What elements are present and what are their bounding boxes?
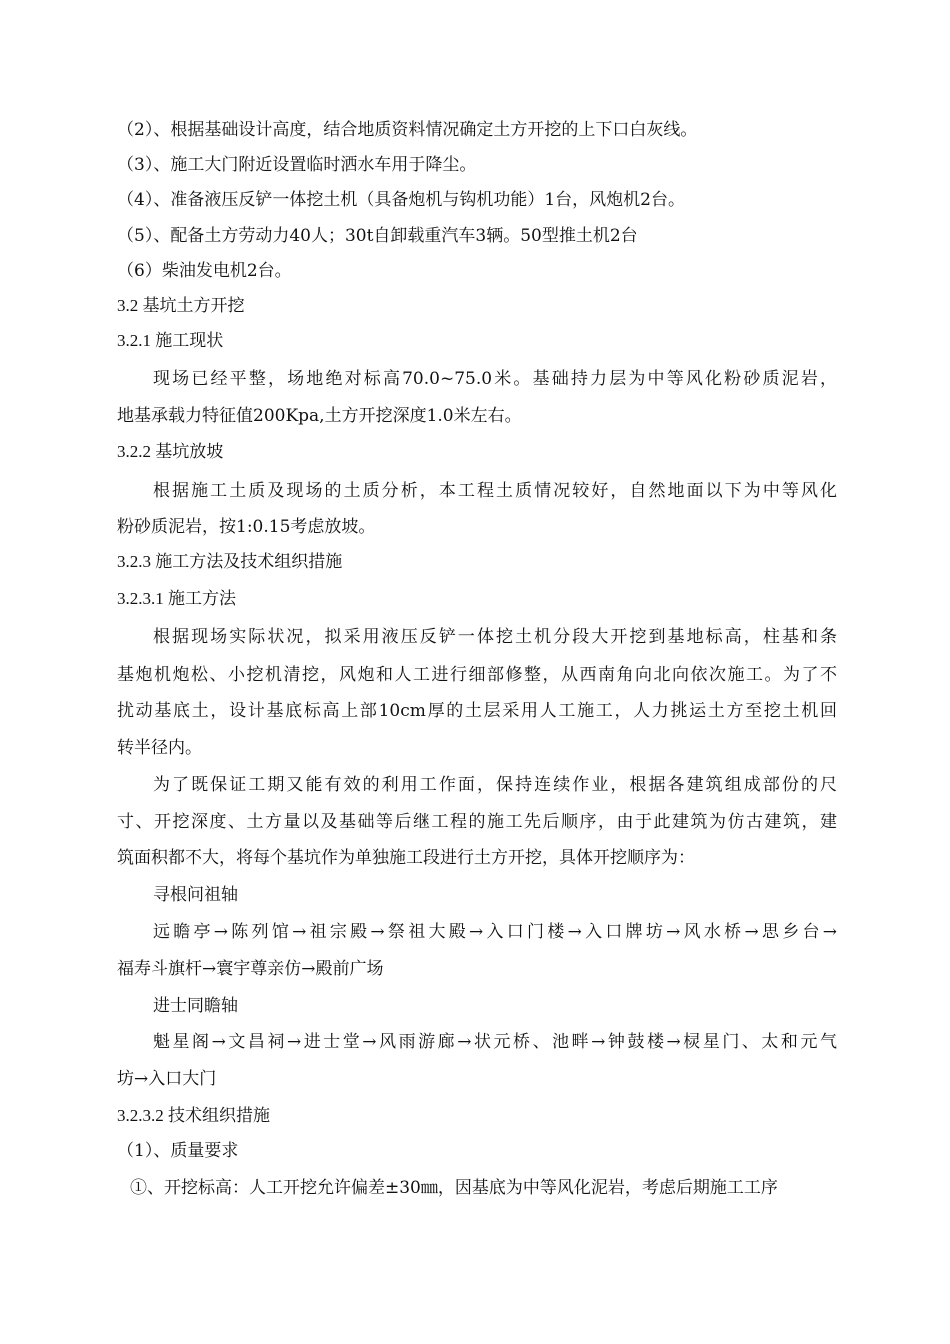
paragraph-line: 为了既保证工期又能有效的利用工作面，保持连续作业，根据各建筑组成部份的尺 bbox=[153, 775, 837, 795]
paragraph-line: 现场已经平整，场地绝对标高70.0~75.0米。基础持力层为中等风化粉砂质泥岩， bbox=[153, 369, 837, 389]
paragraph-line: 寸、开挖深度、土方量以及基础等后继工程的施工先后顺序，由于此建筑为仿古建筑，建 bbox=[117, 812, 837, 832]
section-heading-3-2-3-2: 3.2.3.2 技术组织措施 bbox=[117, 1106, 270, 1125]
list-item-2: （2）、根据基础设计高度，结合地质资料情况确定土方开挖的上下口白灰线。 bbox=[117, 120, 698, 140]
section-heading-3-2-1: 3.2.1 施工现状 bbox=[117, 331, 224, 350]
sequence-line: 魁星阁→文昌祠→进士堂→风雨游廊→状元桥、池畔→钟鼓楼→棂星门、太和元气 bbox=[153, 1032, 837, 1052]
section-heading-3-2: 3.2 基坑土方开挖 bbox=[117, 296, 245, 315]
axis-title-jinshi: 进士同瞻轴 bbox=[153, 996, 238, 1016]
list-item-3: （3）、施工大门附近设置临时洒水车用于降尘。 bbox=[117, 155, 477, 175]
section-heading-3-2-2: 3.2.2 基坑放坡 bbox=[117, 442, 224, 461]
list-item-4: （4）、准备液压反铲一体挖土机（具备炮机与钩机功能）1台，风炮机2台。 bbox=[117, 190, 685, 210]
paragraph-line: 筑面积都不大，将每个基坑作为单独施工段进行土方开挖，具体开挖顺序为： bbox=[117, 848, 695, 868]
list-item-6: （6）柴油发电机2台。 bbox=[117, 261, 292, 281]
paragraph-line: 扰动基底土，设计基底标高上部10cm厚的土层采用人工施工，人力挑运土方至挖土机回 bbox=[117, 701, 837, 721]
paragraph-line: 根据现场实际状况，拟采用液压反铲一体挖土机分段大开挖到基地标高，柱基和条 bbox=[153, 627, 837, 647]
paragraph-line: 根据施工土质及现场的土质分析，本工程土质情况较好，自然地面以下为中等风化 bbox=[153, 481, 837, 501]
list-item-elevation: ①、开挖标高：人工开挖允许偏差±30㎜，因基底为中等风化泥岩，考虑后期施工工序 bbox=[130, 1178, 778, 1198]
paragraph-line: 粉砂质泥岩，按1:0.15考虑放坡。 bbox=[117, 517, 376, 537]
sequence-line: 坊→入口大门 bbox=[117, 1069, 217, 1089]
list-item-quality: （1）、质量要求 bbox=[117, 1141, 239, 1161]
paragraph-line: 基炮机炮松、小挖机清挖，风炮和人工进行细部修整，从西南角向北向依次施工。为了不 bbox=[117, 665, 837, 685]
sequence-line: 远瞻亭→陈列馆→祖宗殿→祭祖大殿→入口门楼→入口牌坊→风水桥→思乡台→ bbox=[153, 922, 837, 942]
paragraph-line: 地基承载力特征值200Kpa,土方开挖深度1.0米左右。 bbox=[117, 406, 522, 426]
list-item-5: （5）、配备土方劳动力40人；30t自卸载重汽车3辆。50型推土机2台 bbox=[117, 226, 638, 246]
paragraph-line: 转半径内。 bbox=[117, 738, 202, 758]
section-heading-3-2-3: 3.2.3 施工方法及技术组织措施 bbox=[117, 552, 343, 571]
section-heading-3-2-3-1: 3.2.3.1 施工方法 bbox=[117, 589, 236, 608]
axis-title-xungen: 寻根问祖轴 bbox=[153, 885, 238, 905]
sequence-line: 福寿斗旗杆→寰宇尊亲仿→殿前广场 bbox=[117, 959, 384, 979]
